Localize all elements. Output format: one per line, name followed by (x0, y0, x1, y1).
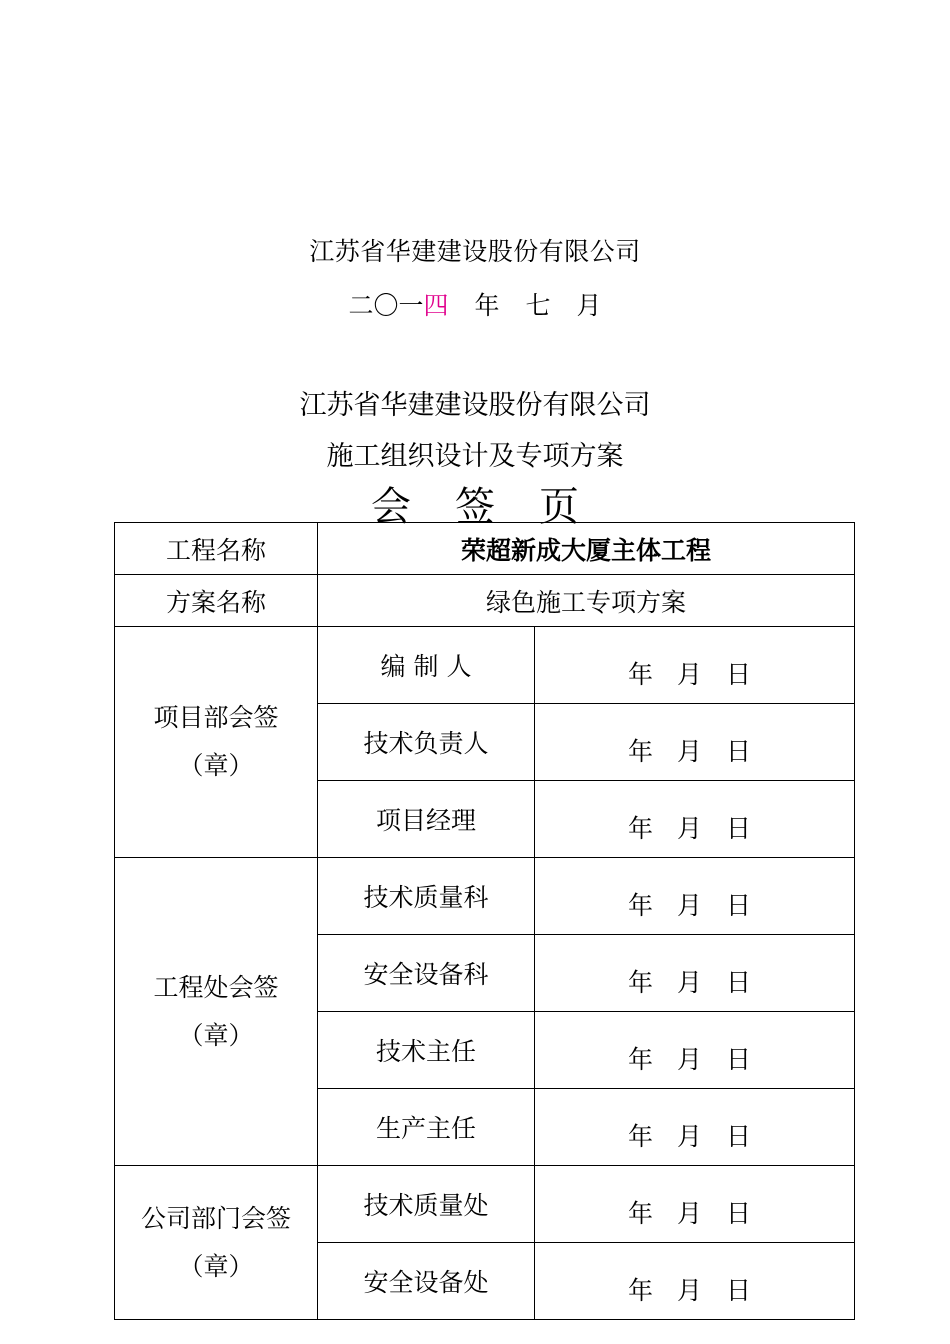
date-year-label: 年 (627, 1122, 653, 1151)
header-company-name: 江苏省华建建设股份有限公司 (299, 390, 651, 421)
table-row (115, 1166, 855, 1243)
signoff-role: 技术负责人 (318, 704, 535, 781)
date-month-label: 月 (677, 814, 703, 843)
date-month-label: 月 (677, 1276, 703, 1305)
date-day-label: 日 (726, 814, 752, 843)
cover-company-name: 江苏省华建建设股份有限公司 (309, 237, 641, 266)
signoff-date-field[interactable] (535, 704, 855, 781)
plan-title: 施工组织设计及专项方案 (326, 441, 624, 472)
plan-label: 方案名称 (115, 575, 318, 627)
group-seal: （章） (178, 1020, 254, 1050)
date-day-label: 日 (726, 1045, 752, 1074)
date-year-label: 年 (627, 1045, 653, 1074)
group-seal: （章） (178, 751, 254, 780)
date-month-num: 七 (525, 291, 551, 320)
group-name: 公司部门会签 (140, 1203, 291, 1233)
signoff-groups (115, 627, 855, 1320)
date-year-label: 年 (627, 891, 653, 920)
date-month-label: 月 (677, 1045, 703, 1074)
date-year-label: 年 (627, 660, 653, 689)
date-year-label: 年 (627, 814, 653, 843)
date-year-char: 年 (474, 291, 500, 320)
signoff-date-field[interactable] (535, 858, 855, 935)
project-label: 工程名称 (115, 523, 318, 575)
signoff-date-field[interactable] (535, 1243, 855, 1320)
date-year-label: 年 (627, 737, 653, 766)
signoff-role: 编 制 人 (318, 627, 535, 704)
date-month-label: 月 (677, 660, 703, 689)
signoff-date-field[interactable] (535, 935, 855, 1012)
signoff-table (114, 522, 855, 1320)
signoff-group-label (115, 1166, 318, 1320)
group-seal: （章） (178, 1251, 254, 1281)
group-name: 项目部会签 (153, 703, 279, 732)
plan-value: 绿色施工专项方案 (318, 575, 855, 627)
signoff-date-field[interactable] (535, 627, 855, 704)
date-prefix: 二〇一 (348, 291, 424, 320)
project-value: 荣超新成大厦主体工程 (318, 523, 855, 575)
signoff-role: 技术主任 (318, 1012, 535, 1089)
signoff-date-field[interactable] (535, 1089, 855, 1166)
table-row (115, 627, 855, 704)
signoff-group-label (115, 858, 318, 1166)
page-title: 会签页 (371, 484, 623, 530)
date-year-label: 年 (627, 1276, 653, 1305)
date-month-label: 月 (677, 968, 703, 997)
date-month-label: 月 (677, 1199, 703, 1228)
date-day-label: 日 (726, 1276, 752, 1305)
table-row (115, 523, 855, 575)
signoff-role: 项目经理 (318, 781, 535, 858)
group-name: 工程处会签 (153, 972, 279, 1002)
table-row (115, 858, 855, 935)
date-day-label: 日 (726, 737, 752, 766)
date-day-label: 日 (726, 660, 752, 689)
date-month-label: 月 (677, 891, 703, 920)
date-year-label: 年 (627, 1199, 653, 1228)
date-day-label: 日 (726, 1122, 752, 1151)
signoff-date-field[interactable] (535, 1166, 855, 1243)
date-month-char: 月 (576, 291, 602, 320)
signoff-role: 安全设备科 (318, 935, 535, 1012)
cover-date (0, 286, 950, 322)
signoff-date-field[interactable] (535, 781, 855, 858)
date-month-label: 月 (677, 1122, 703, 1151)
signoff-group-label (115, 627, 318, 858)
date-day-label: 日 (726, 1199, 752, 1228)
date-day-label: 日 (726, 968, 752, 997)
signoff-role: 安全设备处 (318, 1243, 535, 1320)
signoff-role: 技术质量科 (318, 858, 535, 935)
date-year-label: 年 (627, 968, 653, 997)
table-row (115, 575, 855, 627)
date-year-digit: 四 (423, 291, 449, 320)
signoff-role: 技术质量处 (318, 1166, 535, 1243)
date-day-label: 日 (726, 891, 752, 920)
date-month-label: 月 (677, 737, 703, 766)
signoff-date-field[interactable] (535, 1012, 855, 1089)
signoff-role: 生产主任 (318, 1089, 535, 1166)
